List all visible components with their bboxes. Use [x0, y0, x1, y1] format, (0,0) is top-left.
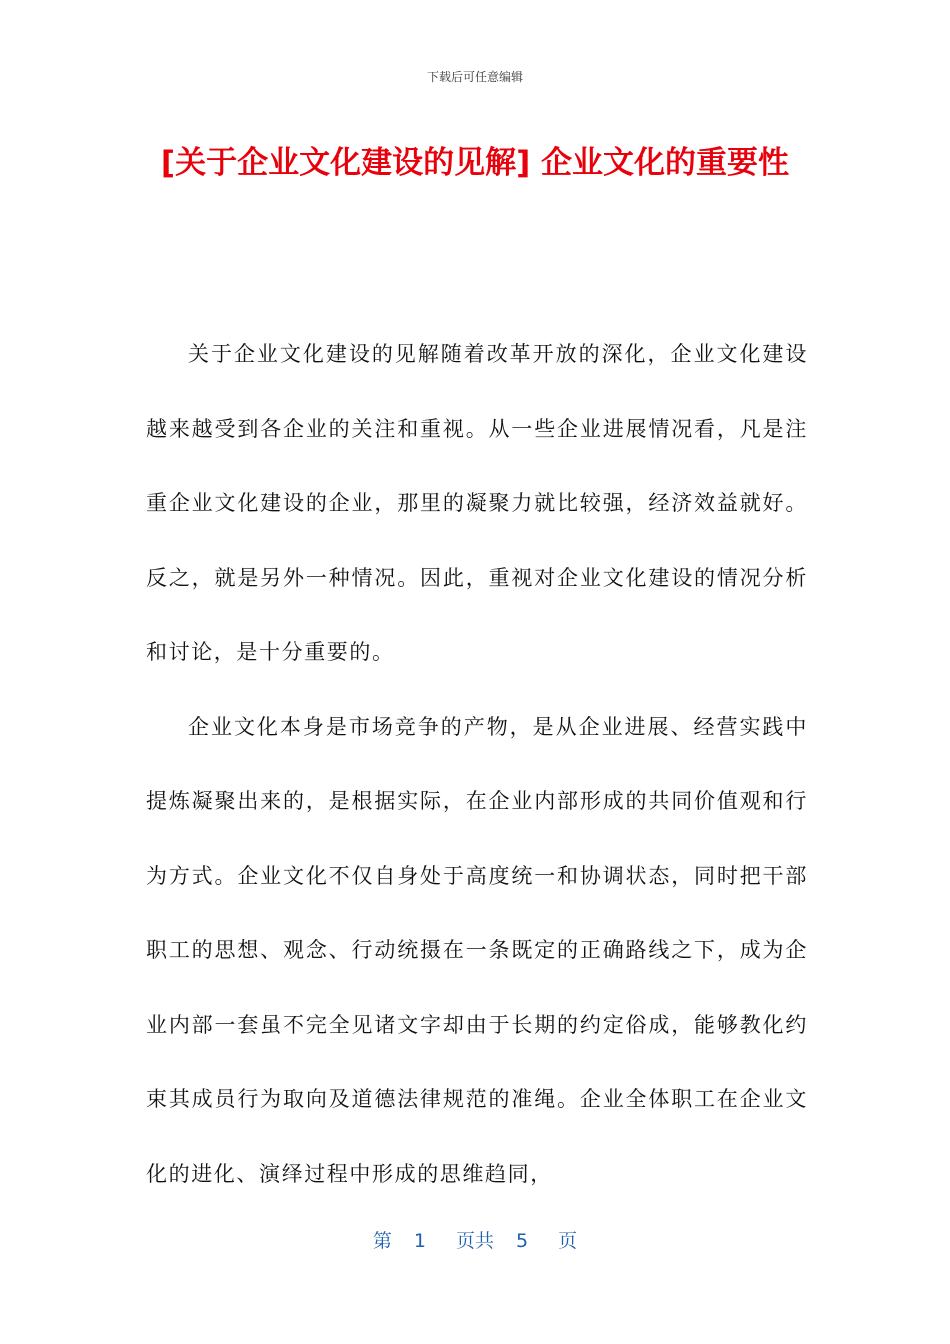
footer-current-page: 1 [413, 1230, 426, 1252]
page-footer [0, 1226, 950, 1253]
document-title: [关于企业文化建设的见解] 企业文化的重要性 [160, 145, 790, 181]
footer-middle: 页共 [455, 1230, 494, 1252]
document-body [146, 317, 808, 1211]
footer-prefix: 第 [372, 1230, 392, 1252]
header-note: 下载后可任意编辑 [426, 70, 523, 84]
paragraph-1: 关于企业文化建设的见解随着改革开放的深化，企业文化建设越来越受到各企业的关注和重视。从一些企业进展情况看，凡是注重企业文化建设的企业，那里的凝聚力就比较强，经济效益就好。反之，就是另外一种情况。因此，重视对企业文化建设的情况分析和讨论，是十分重要的。 [146, 342, 808, 664]
footer-total-pages: 5 [516, 1230, 529, 1252]
footer-suffix: 页 [558, 1230, 578, 1252]
paragraph-2: 企业文化本身是市场竞争的产物，是从企业进展、经营实践中提炼凝聚出来的，是根据实际，在企业内部形成的共同价值观和行为方式。企业文化不仅自身处于高度统一和协调状态，同时把干部职工的思想、观念、行动统摄在一条既定的正确路线之下，成为企业内部一套虽不完全见诸文字却由于长期的约定俗成，能够教化约束其成员行为取向及道德法律规范的准绳。企业全体职工在企业文化的进化、演绎过程中形成的思维趋同， [146, 714, 808, 1186]
